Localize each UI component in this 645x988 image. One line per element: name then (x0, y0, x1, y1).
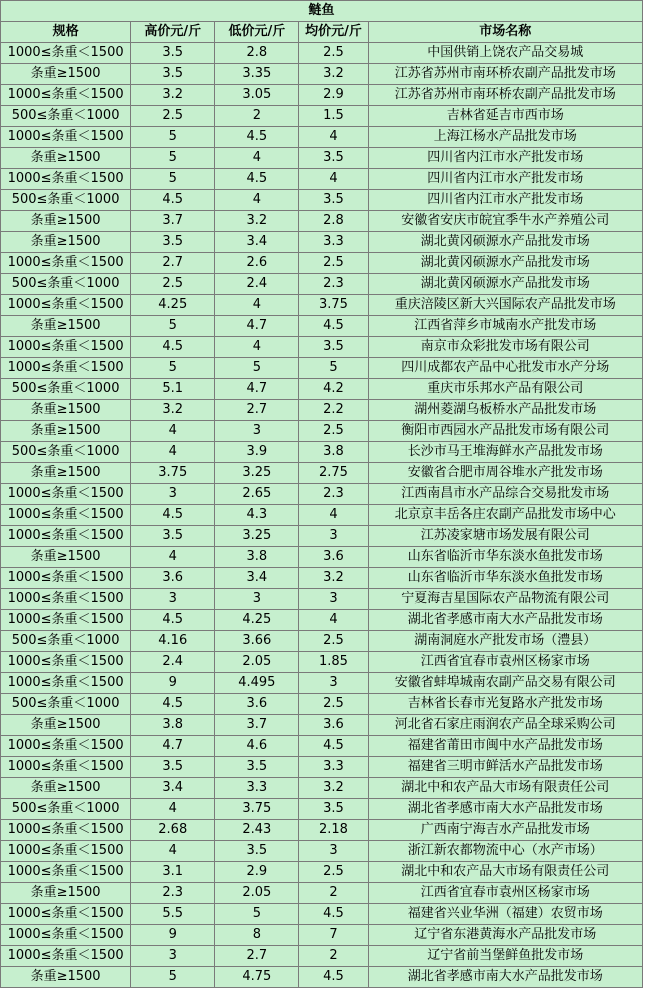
cell-spec: 条重≥1500 (1, 232, 131, 253)
cell-high-price: 2.5 (131, 106, 215, 127)
cell-low-price: 4.25 (215, 610, 299, 631)
table-row (1, 85, 643, 106)
cell-high-price: 3.4 (131, 778, 215, 799)
cell-avg-price: 4.5 (299, 316, 368, 337)
cell-market-name: 吉林省延吉市西市场 (368, 106, 643, 127)
table-title: 鲢鱼 (1, 1, 643, 22)
cell-low-price: 2.4 (215, 274, 299, 295)
table-row (1, 211, 643, 232)
cell-high-price: 4 (131, 799, 215, 820)
cell-high-price: 4.5 (131, 694, 215, 715)
cell-high-price: 5 (131, 169, 215, 190)
cell-low-price: 4 (215, 337, 299, 358)
cell-low-price: 3.05 (215, 85, 299, 106)
table-row (1, 694, 643, 715)
cell-avg-price: 3 (299, 526, 368, 547)
cell-low-price: 3.2 (215, 211, 299, 232)
cell-high-price: 4.5 (131, 610, 215, 631)
cell-high-price: 4.5 (131, 505, 215, 526)
cell-low-price: 3.6 (215, 694, 299, 715)
cell-high-price: 4.5 (131, 337, 215, 358)
table-row (1, 190, 643, 211)
cell-market-name: 四川省内江市水产批发市场 (368, 148, 643, 169)
title-row (1, 1, 643, 22)
cell-market-name: 吉林省长春市光复路水产批发市场 (368, 694, 643, 715)
cell-low-price: 3.25 (215, 463, 299, 484)
cell-market-name: 广西南宁海吉水产品批发市场 (368, 820, 643, 841)
table-row (1, 883, 643, 904)
cell-avg-price: 2.5 (299, 421, 368, 442)
cell-market-name: 重庆涪陵区新大兴国际农产品批发市场 (368, 295, 643, 316)
table-row (1, 652, 643, 673)
cell-high-price: 5 (131, 127, 215, 148)
cell-avg-price: 3.3 (299, 757, 368, 778)
cell-spec: 500≤条重＜1000 (1, 379, 131, 400)
cell-high-price: 3 (131, 589, 215, 610)
cell-high-price: 3.5 (131, 526, 215, 547)
cell-high-price: 4 (131, 442, 215, 463)
cell-high-price: 3.2 (131, 85, 215, 106)
cell-low-price: 4.5 (215, 169, 299, 190)
cell-market-name: 湖北黄冈硕源水产品批发市场 (368, 253, 643, 274)
cell-spec: 1000≤条重＜1500 (1, 610, 131, 631)
cell-spec: 1000≤条重＜1500 (1, 904, 131, 925)
table-row (1, 274, 643, 295)
header-high-price: 高价元/斤 (131, 22, 215, 43)
table-row (1, 673, 643, 694)
cell-market-name: 江西省萍乡市城南水产批发市场 (368, 316, 643, 337)
cell-spec: 500≤条重＜1000 (1, 106, 131, 127)
cell-avg-price: 2.5 (299, 862, 368, 883)
cell-avg-price: 3.5 (299, 190, 368, 211)
cell-low-price: 3.35 (215, 64, 299, 85)
cell-spec: 1000≤条重＜1500 (1, 337, 131, 358)
cell-low-price: 3 (215, 589, 299, 610)
cell-spec: 1000≤条重＜1500 (1, 673, 131, 694)
cell-avg-price: 3.5 (299, 799, 368, 820)
cell-market-name: 中国供销上饶农产品交易城 (368, 43, 643, 64)
cell-spec: 1000≤条重＜1500 (1, 757, 131, 778)
cell-low-price: 2 (215, 106, 299, 127)
header-low-price: 低价元/斤 (215, 22, 299, 43)
cell-high-price: 3.5 (131, 43, 215, 64)
cell-low-price: 3.9 (215, 442, 299, 463)
cell-spec: 条重≥1500 (1, 547, 131, 568)
cell-high-price: 3 (131, 946, 215, 967)
cell-high-price: 3.7 (131, 211, 215, 232)
table-row (1, 400, 643, 421)
cell-low-price: 4.6 (215, 736, 299, 757)
cell-market-name: 长沙市马王堆海鲜水产品批发市场 (368, 442, 643, 463)
cell-high-price: 4 (131, 841, 215, 862)
cell-avg-price: 7 (299, 925, 368, 946)
cell-market-name: 江苏省苏州市南环桥农副产品批发市场 (368, 85, 643, 106)
cell-low-price: 2.65 (215, 484, 299, 505)
cell-avg-price: 2.3 (299, 274, 368, 295)
table-row (1, 463, 643, 484)
cell-spec: 条重≥1500 (1, 400, 131, 421)
cell-market-name: 福建省三明市鲜活水产品批发市场 (368, 757, 643, 778)
table-row (1, 967, 643, 988)
cell-spec: 条重≥1500 (1, 967, 131, 988)
cell-market-name: 安徽省合肥市周谷堆水产批发市场 (368, 463, 643, 484)
cell-high-price: 3 (131, 484, 215, 505)
table-row (1, 232, 643, 253)
cell-market-name: 山东省临沂市华东淡水鱼批发市场 (368, 568, 643, 589)
cell-spec: 1000≤条重＜1500 (1, 85, 131, 106)
cell-market-name: 江西南昌市水产品综合交易批发市场 (368, 484, 643, 505)
cell-market-name: 江苏省苏州市南环桥农副产品批发市场 (368, 64, 643, 85)
cell-avg-price: 3.6 (299, 715, 368, 736)
table-row (1, 925, 643, 946)
cell-high-price: 3.8 (131, 715, 215, 736)
cell-spec: 1000≤条重＜1500 (1, 169, 131, 190)
cell-avg-price: 4.5 (299, 967, 368, 988)
cell-high-price: 9 (131, 673, 215, 694)
header-market-name: 市场名称 (368, 22, 643, 43)
cell-market-name: 湖北黄冈硕源水产品批发市场 (368, 274, 643, 295)
cell-spec: 条重≥1500 (1, 316, 131, 337)
cell-spec: 500≤条重＜1000 (1, 631, 131, 652)
cell-low-price: 2.43 (215, 820, 299, 841)
cell-market-name: 湖州菱湖乌板桥水产品批发市场 (368, 400, 643, 421)
cell-avg-price: 3.5 (299, 337, 368, 358)
cell-low-price: 5 (215, 904, 299, 925)
cell-high-price: 2.3 (131, 883, 215, 904)
cell-avg-price: 2.5 (299, 43, 368, 64)
cell-avg-price: 3.3 (299, 232, 368, 253)
table-row (1, 64, 643, 85)
cell-avg-price: 2.3 (299, 484, 368, 505)
cell-market-name: 河北省石家庄雨润农产品全球采购公司 (368, 715, 643, 736)
cell-market-name: 福建省兴业华洲（福建）农贸市场 (368, 904, 643, 925)
cell-high-price: 4.7 (131, 736, 215, 757)
cell-low-price: 2.7 (215, 400, 299, 421)
cell-market-name: 江苏凌家塘市场发展有限公司 (368, 526, 643, 547)
table-row (1, 757, 643, 778)
cell-avg-price: 3.75 (299, 295, 368, 316)
cell-avg-price: 5 (299, 358, 368, 379)
cell-market-name: 四川成都农产品中心批发市水产分场 (368, 358, 643, 379)
table-row (1, 715, 643, 736)
cell-spec: 条重≥1500 (1, 421, 131, 442)
cell-spec: 条重≥1500 (1, 463, 131, 484)
cell-market-name: 福建省莆田市闽中水产品批发市场 (368, 736, 643, 757)
cell-avg-price: 3.2 (299, 568, 368, 589)
cell-low-price: 4 (215, 295, 299, 316)
cell-market-name: 湖北黄冈硕源水产品批发市场 (368, 232, 643, 253)
cell-spec: 1000≤条重＜1500 (1, 589, 131, 610)
cell-high-price: 3.5 (131, 757, 215, 778)
table-row (1, 358, 643, 379)
table-row (1, 337, 643, 358)
cell-avg-price: 3 (299, 589, 368, 610)
table-row (1, 253, 643, 274)
cell-spec: 1000≤条重＜1500 (1, 652, 131, 673)
cell-spec: 1000≤条重＜1500 (1, 841, 131, 862)
cell-spec: 条重≥1500 (1, 148, 131, 169)
cell-high-price: 2.4 (131, 652, 215, 673)
cell-low-price: 3.3 (215, 778, 299, 799)
cell-avg-price: 4.2 (299, 379, 368, 400)
header-avg-price: 均价元/斤 (299, 22, 368, 43)
cell-market-name: 宁夏海吉星国际农产品物流有限公司 (368, 589, 643, 610)
cell-market-name: 湖北省孝感市南大水产品批发市场 (368, 799, 643, 820)
cell-avg-price: 4 (299, 505, 368, 526)
cell-low-price: 4.7 (215, 379, 299, 400)
cell-high-price: 3.6 (131, 568, 215, 589)
cell-low-price: 2.7 (215, 946, 299, 967)
cell-avg-price: 4 (299, 127, 368, 148)
cell-avg-price: 3 (299, 841, 368, 862)
table-row (1, 631, 643, 652)
cell-spec: 条重≥1500 (1, 211, 131, 232)
cell-spec: 1000≤条重＜1500 (1, 526, 131, 547)
cell-low-price: 3.4 (215, 568, 299, 589)
cell-spec: 500≤条重＜1000 (1, 799, 131, 820)
cell-low-price: 3.5 (215, 841, 299, 862)
cell-avg-price: 2.75 (299, 463, 368, 484)
cell-high-price: 3.5 (131, 64, 215, 85)
table-row (1, 841, 643, 862)
cell-spec: 500≤条重＜1000 (1, 442, 131, 463)
cell-high-price: 4.16 (131, 631, 215, 652)
cell-avg-price: 4.5 (299, 904, 368, 925)
table-row (1, 904, 643, 925)
cell-avg-price: 1.85 (299, 652, 368, 673)
cell-low-price: 4.3 (215, 505, 299, 526)
cell-market-name: 辽宁省东港黄海水产品批发市场 (368, 925, 643, 946)
cell-spec: 1000≤条重＜1500 (1, 295, 131, 316)
cell-low-price: 3.8 (215, 547, 299, 568)
cell-market-name: 山东省临沂市华东淡水鱼批发市场 (368, 547, 643, 568)
cell-spec: 条重≥1500 (1, 883, 131, 904)
cell-low-price: 3.4 (215, 232, 299, 253)
cell-low-price: 2.8 (215, 43, 299, 64)
table-row (1, 568, 643, 589)
cell-low-price: 4 (215, 190, 299, 211)
cell-market-name: 北京京丰岳各庄农副产品批发市场中心 (368, 505, 643, 526)
cell-avg-price: 2.18 (299, 820, 368, 841)
cell-spec: 1000≤条重＜1500 (1, 736, 131, 757)
cell-avg-price: 2.9 (299, 85, 368, 106)
cell-market-name: 湖北中和农产品大市场有限责任公司 (368, 778, 643, 799)
table-row (1, 484, 643, 505)
cell-market-name: 四川省内江市水产批发市场 (368, 190, 643, 211)
table-row (1, 862, 643, 883)
table-row (1, 421, 643, 442)
table-row (1, 379, 643, 400)
table-row (1, 799, 643, 820)
cell-low-price: 4 (215, 148, 299, 169)
cell-market-name: 湖南洞庭水产批发市场（澧县） (368, 631, 643, 652)
cell-high-price: 4.25 (131, 295, 215, 316)
cell-spec: 500≤条重＜1000 (1, 190, 131, 211)
cell-spec: 500≤条重＜1000 (1, 274, 131, 295)
cell-avg-price: 3 (299, 673, 368, 694)
cell-spec: 1000≤条重＜1500 (1, 43, 131, 64)
cell-market-name: 重庆市乐邦水产品有限公司 (368, 379, 643, 400)
cell-spec: 条重≥1500 (1, 778, 131, 799)
table-row (1, 148, 643, 169)
cell-market-name: 江西省宜春市袁州区杨家市场 (368, 883, 643, 904)
table-row (1, 946, 643, 967)
table-row (1, 610, 643, 631)
table-row (1, 505, 643, 526)
cell-high-price: 9 (131, 925, 215, 946)
cell-spec: 条重≥1500 (1, 715, 131, 736)
cell-avg-price: 3.2 (299, 778, 368, 799)
cell-low-price: 3 (215, 421, 299, 442)
cell-avg-price: 2 (299, 883, 368, 904)
cell-high-price: 3.75 (131, 463, 215, 484)
cell-spec: 1000≤条重＜1500 (1, 820, 131, 841)
cell-avg-price: 1.5 (299, 106, 368, 127)
cell-high-price: 2.7 (131, 253, 215, 274)
cell-low-price: 8 (215, 925, 299, 946)
cell-market-name: 安徽省蚌埠城南农副产品交易有限公司 (368, 673, 643, 694)
table-row (1, 169, 643, 190)
cell-low-price: 5 (215, 358, 299, 379)
cell-spec: 1000≤条重＜1500 (1, 925, 131, 946)
cell-spec: 1000≤条重＜1500 (1, 505, 131, 526)
cell-avg-price: 3.2 (299, 64, 368, 85)
cell-high-price: 3.5 (131, 232, 215, 253)
cell-market-name: 湖北中和农产品大市场有限责任公司 (368, 862, 643, 883)
table-row (1, 589, 643, 610)
cell-low-price: 3.75 (215, 799, 299, 820)
cell-avg-price: 4 (299, 610, 368, 631)
cell-low-price: 2.05 (215, 883, 299, 904)
cell-high-price: 5.1 (131, 379, 215, 400)
cell-market-name: 湖北省孝感市南大水产品批发市场 (368, 610, 643, 631)
cell-low-price: 3.5 (215, 757, 299, 778)
cell-market-name: 南京市众彩批发市场有限公司 (368, 337, 643, 358)
cell-market-name: 四川省内江市水产批发市场 (368, 169, 643, 190)
cell-high-price: 4 (131, 547, 215, 568)
cell-high-price: 5 (131, 148, 215, 169)
table-row (1, 820, 643, 841)
cell-low-price: 4.7 (215, 316, 299, 337)
cell-high-price: 4 (131, 421, 215, 442)
cell-high-price: 3.1 (131, 862, 215, 883)
cell-market-name: 衡阳市西园水产品批发市场有限公司 (368, 421, 643, 442)
table-row (1, 316, 643, 337)
cell-avg-price: 3.5 (299, 148, 368, 169)
cell-spec: 条重≥1500 (1, 64, 131, 85)
cell-avg-price: 2.8 (299, 211, 368, 232)
cell-spec: 1000≤条重＜1500 (1, 253, 131, 274)
cell-low-price: 3.7 (215, 715, 299, 736)
header-spec: 规格 (1, 22, 131, 43)
cell-low-price: 4.75 (215, 967, 299, 988)
cell-low-price: 3.25 (215, 526, 299, 547)
cell-market-name: 浙江新农都物流中心（水产市场） (368, 841, 643, 862)
cell-market-name: 湖北省孝感市南大水产品批发市场 (368, 967, 643, 988)
cell-avg-price: 2.5 (299, 694, 368, 715)
cell-spec: 1000≤条重＜1500 (1, 862, 131, 883)
cell-avg-price: 4 (299, 169, 368, 190)
cell-high-price: 2.68 (131, 820, 215, 841)
cell-market-name: 辽宁省前当堡鲜鱼批发市场 (368, 946, 643, 967)
cell-avg-price: 2 (299, 946, 368, 967)
table-row (1, 547, 643, 568)
cell-market-name: 江西省宜春市袁州区杨家市场 (368, 652, 643, 673)
cell-high-price: 5 (131, 967, 215, 988)
cell-low-price: 4.5 (215, 127, 299, 148)
cell-high-price: 5 (131, 316, 215, 337)
cell-spec: 1000≤条重＜1500 (1, 127, 131, 148)
table-row (1, 43, 643, 64)
cell-high-price: 3.2 (131, 400, 215, 421)
cell-spec: 1000≤条重＜1500 (1, 358, 131, 379)
cell-spec: 500≤条重＜1000 (1, 694, 131, 715)
cell-high-price: 4.5 (131, 190, 215, 211)
cell-avg-price: 2.5 (299, 631, 368, 652)
cell-low-price: 3.66 (215, 631, 299, 652)
cell-spec: 1000≤条重＜1500 (1, 568, 131, 589)
cell-avg-price: 3.6 (299, 547, 368, 568)
cell-high-price: 5 (131, 358, 215, 379)
cell-high-price: 2.5 (131, 274, 215, 295)
cell-low-price: 4.495 (215, 673, 299, 694)
cell-spec: 1000≤条重＜1500 (1, 484, 131, 505)
table-row (1, 736, 643, 757)
table-row (1, 295, 643, 316)
cell-avg-price: 4.5 (299, 736, 368, 757)
table-row (1, 127, 643, 148)
cell-spec: 1000≤条重＜1500 (1, 946, 131, 967)
cell-avg-price: 3.8 (299, 442, 368, 463)
cell-market-name: 上海江杨水产品批发市场 (368, 127, 643, 148)
table-row (1, 526, 643, 547)
table-row (1, 106, 643, 127)
cell-low-price: 2.6 (215, 253, 299, 274)
table-row (1, 442, 643, 463)
table-row (1, 778, 643, 799)
cell-avg-price: 2.5 (299, 253, 368, 274)
cell-high-price: 5.5 (131, 904, 215, 925)
cell-market-name: 安徽省安庆市皖宜季牛水产养殖公司 (368, 211, 643, 232)
cell-avg-price: 2.2 (299, 400, 368, 421)
header-row (1, 22, 643, 43)
table-body (1, 43, 643, 988)
cell-low-price: 2.9 (215, 862, 299, 883)
cell-low-price: 2.05 (215, 652, 299, 673)
